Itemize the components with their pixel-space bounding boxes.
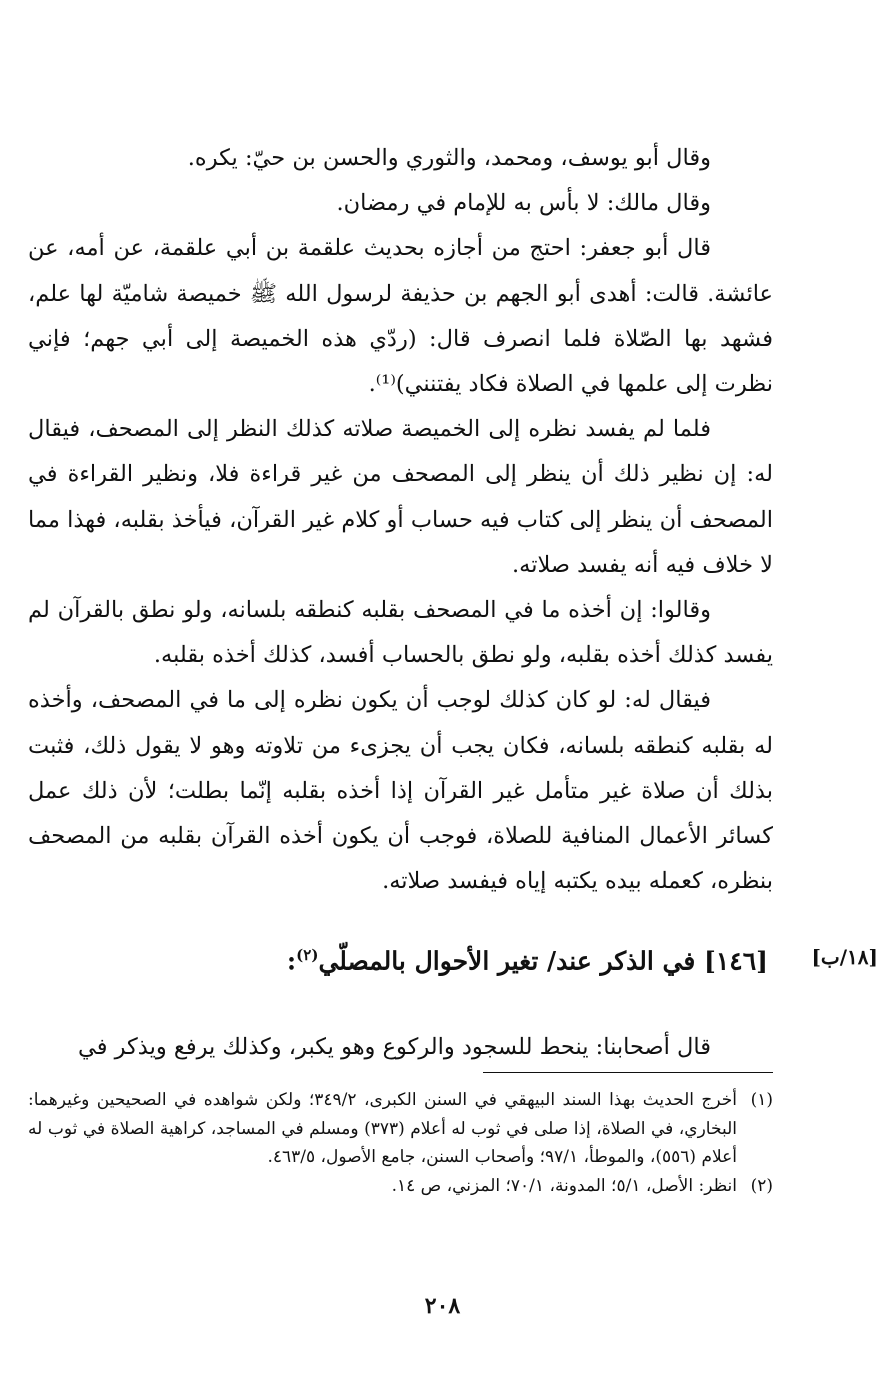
heading-colon: : xyxy=(286,946,297,976)
footnote-text: أخرج الحديث بهذا السند البيهقي في السنن الكبرى، ٣٤٩/٢؛ ولكن شواهده في الصحيحين وغيرهما: البخاري، في الصلاة، إذا صلى في ثوب له أعلام (٣٧٣) ومسلم في المساجد، كراهية الصلاة في ثوب له أعلام (٥٥٦)، والموطأ، ٩٧/١؛ وأصحاب السنن، جامع الأصول، ٤٦٣/٥. xyxy=(28,1090,737,1167)
section-heading-text: [١٤٦] في الذكر عند/ تغير الأحوال بالمصلّي xyxy=(318,946,768,976)
paragraph: وقالوا: إن أخذه ما في المصحف بقلبه كنطقه بلسانه، ولو نطق بالقرآن لم يفسد كذلك أخذه بقلبه، ولو نطق بالحساب أفسد، كذلك أخذه بقلبه. xyxy=(28,597,773,669)
footnote-number: (١) xyxy=(750,1090,773,1110)
footnote xyxy=(28,1172,773,1201)
section-heading xyxy=(287,935,768,981)
paragraph: وقال أبو يوسف، ومحمد، والثوري والحسن بن حيّ: يكره. xyxy=(187,145,711,171)
footnote-number: (٢) xyxy=(750,1175,773,1196)
paragraph: وقال مالك: لا بأس به للإمام في رمضان. xyxy=(336,190,711,217)
footnote xyxy=(28,1086,773,1172)
footnote-text: انظر: الأصل، ٥/١؛ المدونة، ٧٠/١؛ المزني، ص ١٤. xyxy=(391,1175,737,1196)
footnotes xyxy=(28,1086,773,1200)
footnote-ref: (٢) xyxy=(296,946,319,964)
page-number: ٢٠٨ xyxy=(424,1293,461,1319)
paragraph: فيقال له: لو كان كذلك لوجب أن يكون نظره إلى ما في المصحف، وأخذه له بقلبه كنطقه بلسانه، فكان يجب أن يجزىء من تلاوته وهو لا يقول ذلك، فثبت بذلك أن صلاة غير متأمل غير القرآن إذا أخذه بقلبه إنّما بطلت؛ لأن ذلك عمل كسائر الأعمال المنافية للصلاة، فوجب أن يكون أخذه القرآن بقلبه من المصحف بنظره، كعمله بيده يكتبه إياه فيفسد صلاته. xyxy=(28,687,773,895)
main-text xyxy=(28,136,773,904)
footnote-separator xyxy=(483,1072,773,1073)
paragraph: قال أبو جعفر: احتج من أجازه بحديث علقمة بن أبي علقمة، عن أمه، عن عائشة. قالت: أهدى أبو الجهم بن حذيفة لرسول الله ﷺ خميصة شاميّة لها علم، فشهد بها الصّلاة فلما انصرف قال: (ردّي هذه الخميصة إلى أبي جهم؛ فإني نظرت إلى علمها في الصلاة فكاد يفتنني)⁽¹⁾. xyxy=(28,235,773,398)
paragraph: قال أصحابنا: ينحط للسجود والركوع وهو يكبر، وكذلك يرفع ويذكر في xyxy=(77,1033,711,1060)
section-heading-row xyxy=(28,935,878,979)
paragraph: فلما لم يفسد نظره إلى الخميصة صلاته كذلك النظر إلى المصحف، فيقال له: إن نظير ذلك أن ينظر إلى المصحف من غير قراءة فلا، ونظير القراءة في المصحف أن ينظر إلى كتاب فيه حساب أو كلام غير القرآن، فيأخذ بقلبه، فهذا مما لا خلاف فيه أنه يفسد صلاته. xyxy=(28,416,773,578)
margin-folio-note: [١٨/ب] xyxy=(811,945,878,969)
